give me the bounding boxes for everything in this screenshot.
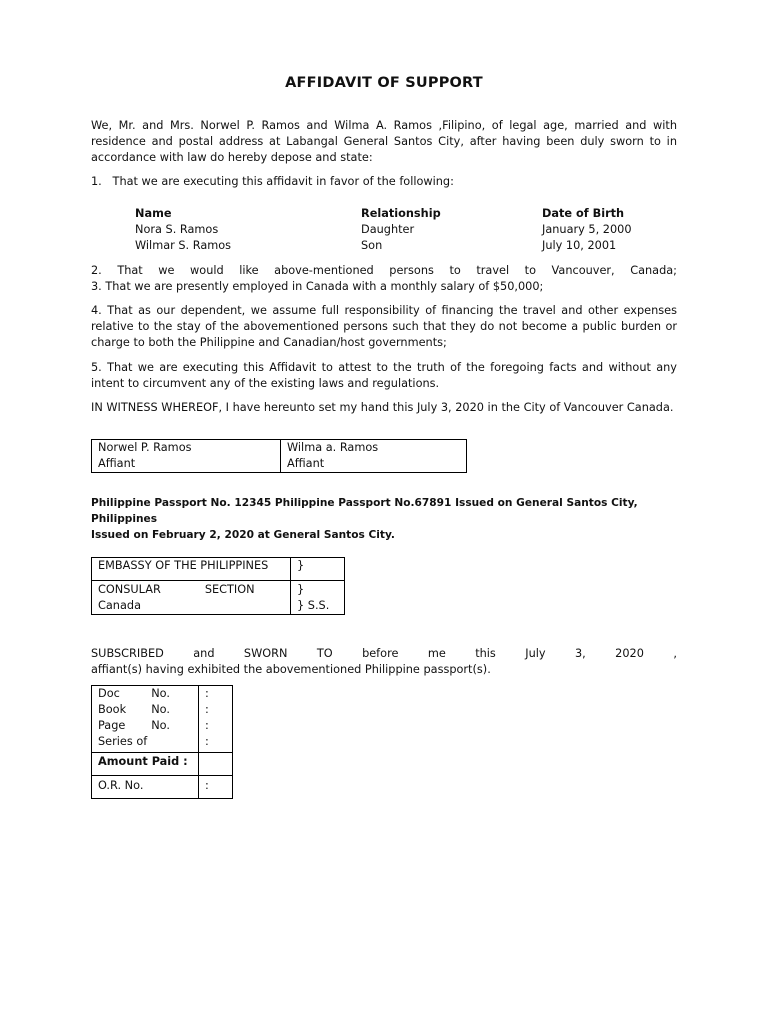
subscribed-line: SUBSCRIBED and SWORN TO before me this July 3, 2020 , (91, 647, 677, 660)
venue-embassy: EMBASSY OF THE PHILIPPINES (92, 558, 291, 581)
beneficiary-name: Nora S. Ramos (135, 223, 219, 236)
beneficiary-relationship: Daughter (361, 223, 415, 236)
amount-paid-label: Amount Paid : (92, 753, 199, 776)
header-name: Name (135, 207, 172, 220)
beneficiary-dob: July 10, 2001 (542, 239, 617, 252)
item-1: 1. That we are executing this affidavit in favor of the following: (91, 175, 454, 188)
affiant-table (91, 439, 467, 473)
venue-table (91, 557, 345, 615)
affiant-cell (281, 440, 467, 473)
affiant-role: Affiant (287, 457, 325, 470)
venue-brace: } (291, 558, 345, 581)
item-3: 3. That we are presently employed in Canada with a monthly salary of $50,000; (91, 280, 544, 293)
passport-line: Issued on February 2, 2020 at General Santos City. (91, 529, 395, 541)
beneficiary-relationship: Son (361, 239, 383, 252)
intro-paragraph: We, Mr. and Mrs. Norwel P. Ramos and Wilma A. Ramos ,Filipino, of legal age, married and with residence and postal address at Labangal General Santos City, after having been duly sworn to in accordance with law do hereby depose and state: (91, 119, 677, 164)
witness-clause: IN WITNESS WHEREOF, I have hereunto set my hand this July 3, 2020 in the City of Vancouver Canada. (91, 401, 674, 414)
item-2: 2. That we would like above-mentioned persons to travel to Vancouver, Canada; (91, 264, 677, 277)
document-title: AFFIDAVIT OF SUPPORT (285, 75, 483, 91)
or-number-label: O.R. No. (92, 776, 199, 799)
notary-colons: : : : : (199, 686, 233, 753)
venue-ss: } } S.S. (291, 581, 345, 615)
affiant-name: Norwel P. Ramos (98, 441, 192, 454)
subscribed-line-2: affiant(s) having exhibited the abovementioned Philippine passport(s). (91, 663, 491, 676)
notary-table (91, 685, 233, 799)
affiant-role: Affiant (98, 457, 136, 470)
or-number-colon: : (199, 776, 233, 799)
venue-consular: CONSULAR SECTION Canada (92, 581, 291, 615)
header-date-of-birth: Date of Birth (542, 207, 625, 220)
header-relationship: Relationship (361, 207, 441, 220)
passport-line: Philippine Passport No. 12345 Philippine Passport No.67891 Issued on General Santos City, Philippines (91, 497, 638, 525)
beneficiary-dob: January 5, 2000 (542, 223, 632, 236)
item-5: 5. That we are executing this Affidavit to attest to the truth of the foregoing facts and without any intent to circumvent any of the existing laws and regulations. (91, 361, 677, 390)
notary-labels: Doc No. Book No. Page No. Series of (92, 686, 199, 753)
passport-details (91, 495, 677, 543)
item-4: 4. That as our dependent, we assume full responsibility of financing the travel and other expenses relative to the stay of the abovementioned persons such that they do not become a public burden or charge to both the Philippine and Canadian/host governments; (91, 304, 677, 349)
affiant-name: Wilma a. Ramos (287, 441, 379, 454)
beneficiary-name: Wilmar S. Ramos (135, 239, 232, 252)
affiant-cell (92, 440, 281, 473)
amount-paid-value (199, 753, 233, 776)
